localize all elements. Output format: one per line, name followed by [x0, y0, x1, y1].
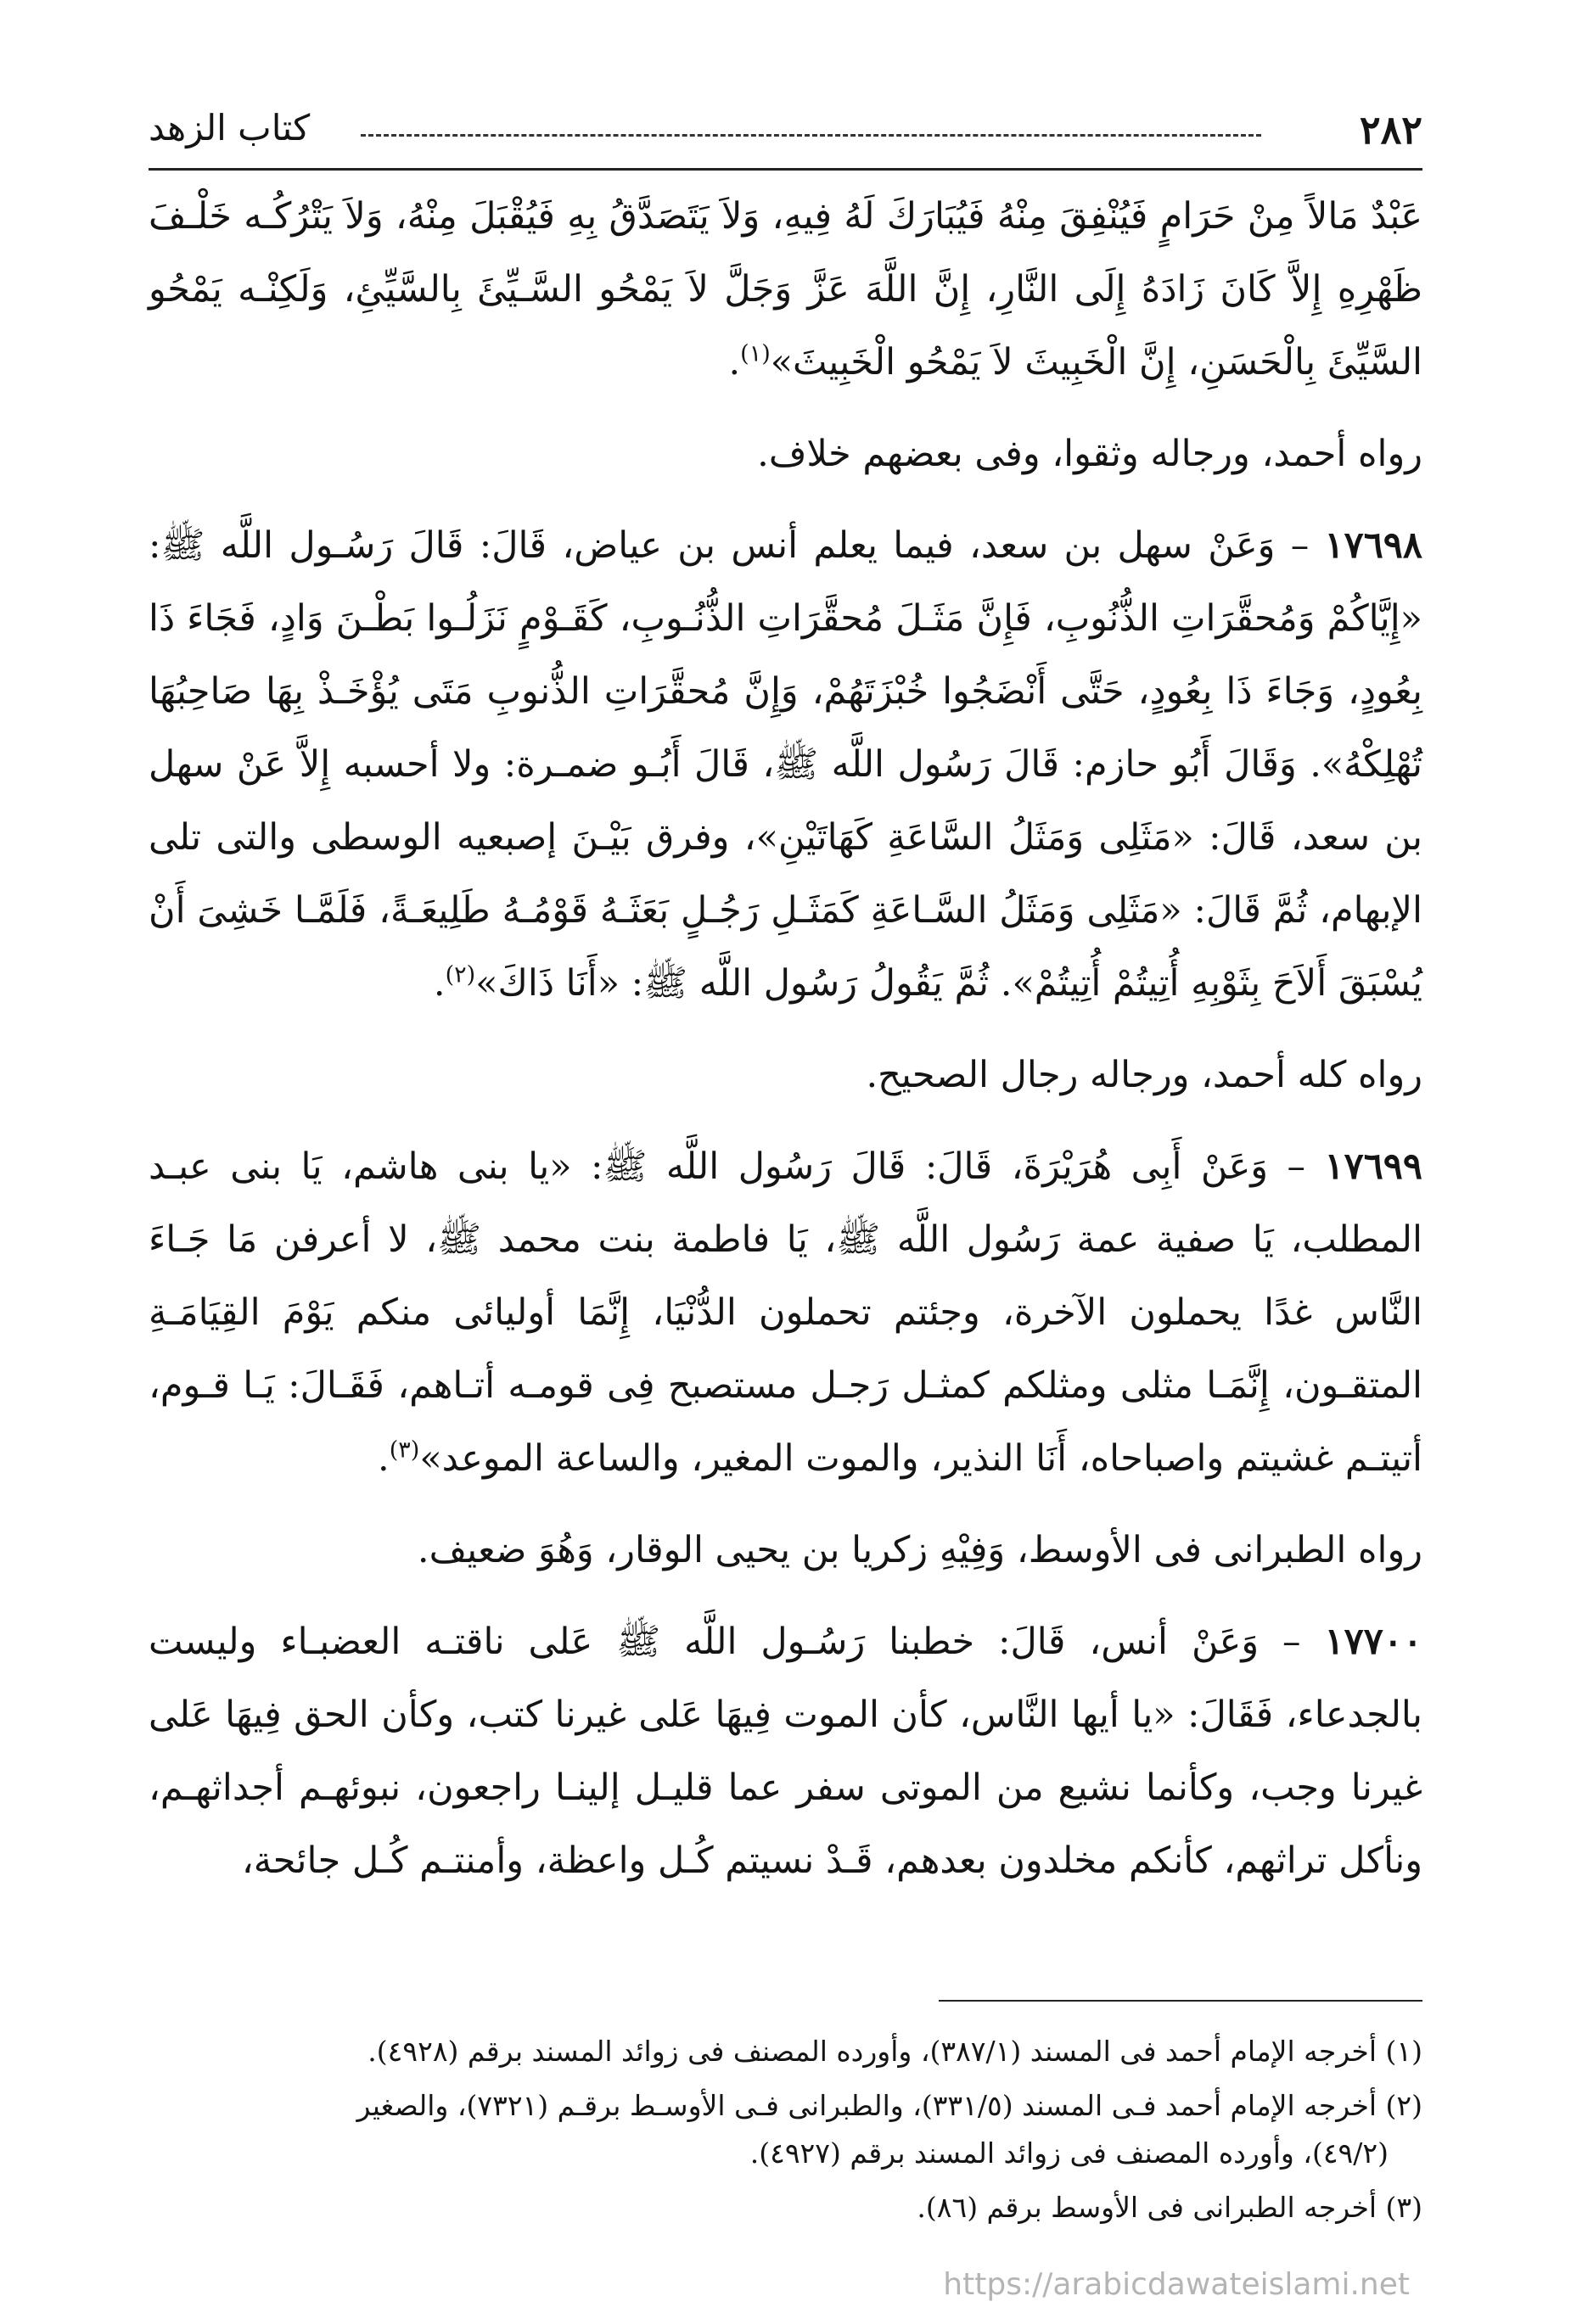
footnote-item: (٢) أخرجه الإمام أحمد فـى المسند (٣٣١/٥)، والطبرانى فـى الأوسـط برقـم (٧٣٢١)، والصغير (٤٩/٢)، وأورده المصنف فى زوائد المسند برقم (٤٩٢٧).	[356, 2089, 1422, 2170]
footnote-label: (٢)	[1385, 2089, 1422, 2122]
book-title: كتاب الزهد	[149, 107, 311, 148]
footnote-ref: (١)	[740, 340, 771, 367]
footnote-ref: (٢)	[445, 961, 476, 988]
header-dashed-rule	[361, 134, 1261, 137]
footnote-label: (٣)	[1385, 2191, 1422, 2224]
hadith-number: ١٧٦٩٨	[1324, 524, 1422, 567]
main-text	[149, 180, 1422, 1897]
footnote-label: (١)	[1385, 2035, 1422, 2068]
footnotes	[149, 2028, 1422, 2238]
running-header	[149, 100, 1422, 171]
narration-grading: رواه كله أحمد، ورجاله رجال الصحيح.	[866, 1054, 1422, 1096]
hadith-number: ١٧٧٠٠	[1324, 1621, 1422, 1663]
hadith-entry: ١٧٦٩٩ – وَعَنْ أَبِى هُرَيْرَةَ، قَالَ: قَالَ رَسُول اللَّه ﷺ: «يا بنى هاشم، يَا بنى عبـد المطلب، يَا صفية عمة رَسُول اللَّه ﷺ، يَا فاطمة بنت محمد ﷺ، لا أعرفن مَا جَـاءَ النَّاس غدًا يحملون الآخرة، وجئتم تحملون الدُّنْيَا، إِنَّمَا أوليائى منكم يَوْمَ القِيَامَـةِ المتقـون، إِنَّمَـا مثلى ومثلكم كمثـل رَجـل مستصبح فِى قومـه أتـاهم، فَقَـالَ: يَـا قـوم، أتيتـم غشيتم واصباحاه، أَنَا النذير، والموت المغير، والساعة الموعد»$^{(٣)}$.	[149, 1145, 1422, 1480]
narration-grading: رواه أحمد، ورجاله وثقوا، وفى بعضهم خلاف.	[757, 433, 1422, 475]
footnote-ref: (٣)	[389, 1436, 420, 1464]
footnote-item: (٣) أخرجه الطبرانى فى الأوسط برقم (٨٦).	[917, 2191, 1422, 2224]
hadith-continuation: عَبْدٌ مَالاً مِنْ حَرَامٍ فَيُنْفِقَ مِنْهُ فَيُبَارَكَ لَهُ فِيهِ، وَلاَ يَتَصَدَّقُ بِهِ فَيُقْبَلَ مِنْهُ، وَلاَ يَتْرُكُـه خَلْـفَ ظَهْرِهِ إِلاَّ كَانَ زَادَهُ إِلَى النَّارِ، إِنَّ اللَّهَ عَزَّ وَجَلَّ لاَ يَمْحُو السَّـيِّئَ بِالسَّيِّئِ، وَلَكِنْـه يَمْحُو السَّيِّئَ بِالْحَسَنِ، إِنَّ الْخَبِيثَ لاَ يَمْحُو الْخَبِيثَ»$^{(١)}$.	[149, 195, 1422, 384]
watermark-url: https://arabicdawateislami.net	[943, 2267, 1410, 2302]
narration-grading: رواه الطبرانى فى الأوسط، وَفِيْهِ زكريا بن يحيى الوقار، وَهُوَ ضعيف.	[417, 1529, 1422, 1571]
hadith-entry: ١٧٧٠٠ – وَعَنْ أنس، قَالَ: خطبنا رَسُـول اللَّه ﷺ عَلى ناقتـه العضبـاء وليست بالجدعاء، فَقَالَ: «يا أيها النَّاس، كأن الموت فِيهَا عَلى غيرنا كتب، وكأن الحق فِيهَا عَلى غيرنا وجب، وكأنما نشيع من الموتى سفر عما قليـل إلينـا راجعون، نبوئهـم أجداثهـم، ونأكل تراثهم، كأنكم مخلدون بعدهم، قَـدْ نسيتم كُـل واعظة، وأمنتـم كُـل جائحة،	[149, 1621, 1422, 1882]
hadith-entry: ١٧٦٩٨ – وَعَنْ سهل بن سعد، فيما يعلم أنس بن عياض، قَالَ: قَالَ رَسُـول اللَّه ﷺ: «إِيَّاكُمْ وَمُحقَّرَاتِ الذُّنُوبِ، فَإِنَّ مَثَـلَ مُحقَّرَاتِ الذُّنُـوبِ، كَقَـوْمٍ نَزَلُـوا بَطْـنَ وَادٍ، فَجَاءَ ذَا بِعُودٍ، وَجَاءَ ذَا بِعُودٍ، حَتَّى أَنْضَجُوا خُبْزَتَهُمْ، وَإِنَّ مُحقَّرَاتِ الذُّنوبِ مَتَى يُؤْخَـذْ بِهَا صَاحِبُهَا تُهْلِكْهُ». وَقَالَ أَبُو حازم: قَالَ رَسُول اللَّه ﷺ، قَالَ أَبُـو ضمـرة: ولا أحسبه إِلاَّ عَنْ سهل بن سعد، قَالَ: «مَثَلِى وَمَثَلُ السَّاعَةِ كَهَاتَيْنِ»، وفرق بَيْـنَ إصبعيه الوسطى والتى تلى الإبهام، ثُمَّ قَالَ: «مَثَلِى وَمَثَلُ السَّـاعَةِ كَمَثَـلِ رَجُـلٍ بَعَثَـهُ قَوْمُـهُ طَلِيعَـةً، فَلَمَّـا خَشِىَ أَنْ يُسْبَقَ أَلاَحَ بِثَوْبِهِ أُتِيتُمْ أُتِيتُمْ». ثُمَّ يَقُولُ رَسُول اللَّه ﷺ: «أَنَا ذَاكَ»$^{(٢)}$.	[149, 524, 1422, 1005]
page-number: ٢٨٢	[1359, 107, 1422, 153]
footnote-separator	[939, 2000, 1422, 2002]
footnote-continuation: (٤٩/٢)، وأورده المصنف فى زوائد المسند برقم (٤٩٢٧).	[749, 2136, 1389, 2170]
hadith-number: ١٧٦٩٩	[1324, 1145, 1422, 1188]
footnote-item: (١) أخرجه الإمام أحمد فى المسند (٣٨٧/١)، وأورده المصنف فى زوائد المسند برقم (٤٩٢٨).	[368, 2035, 1422, 2068]
